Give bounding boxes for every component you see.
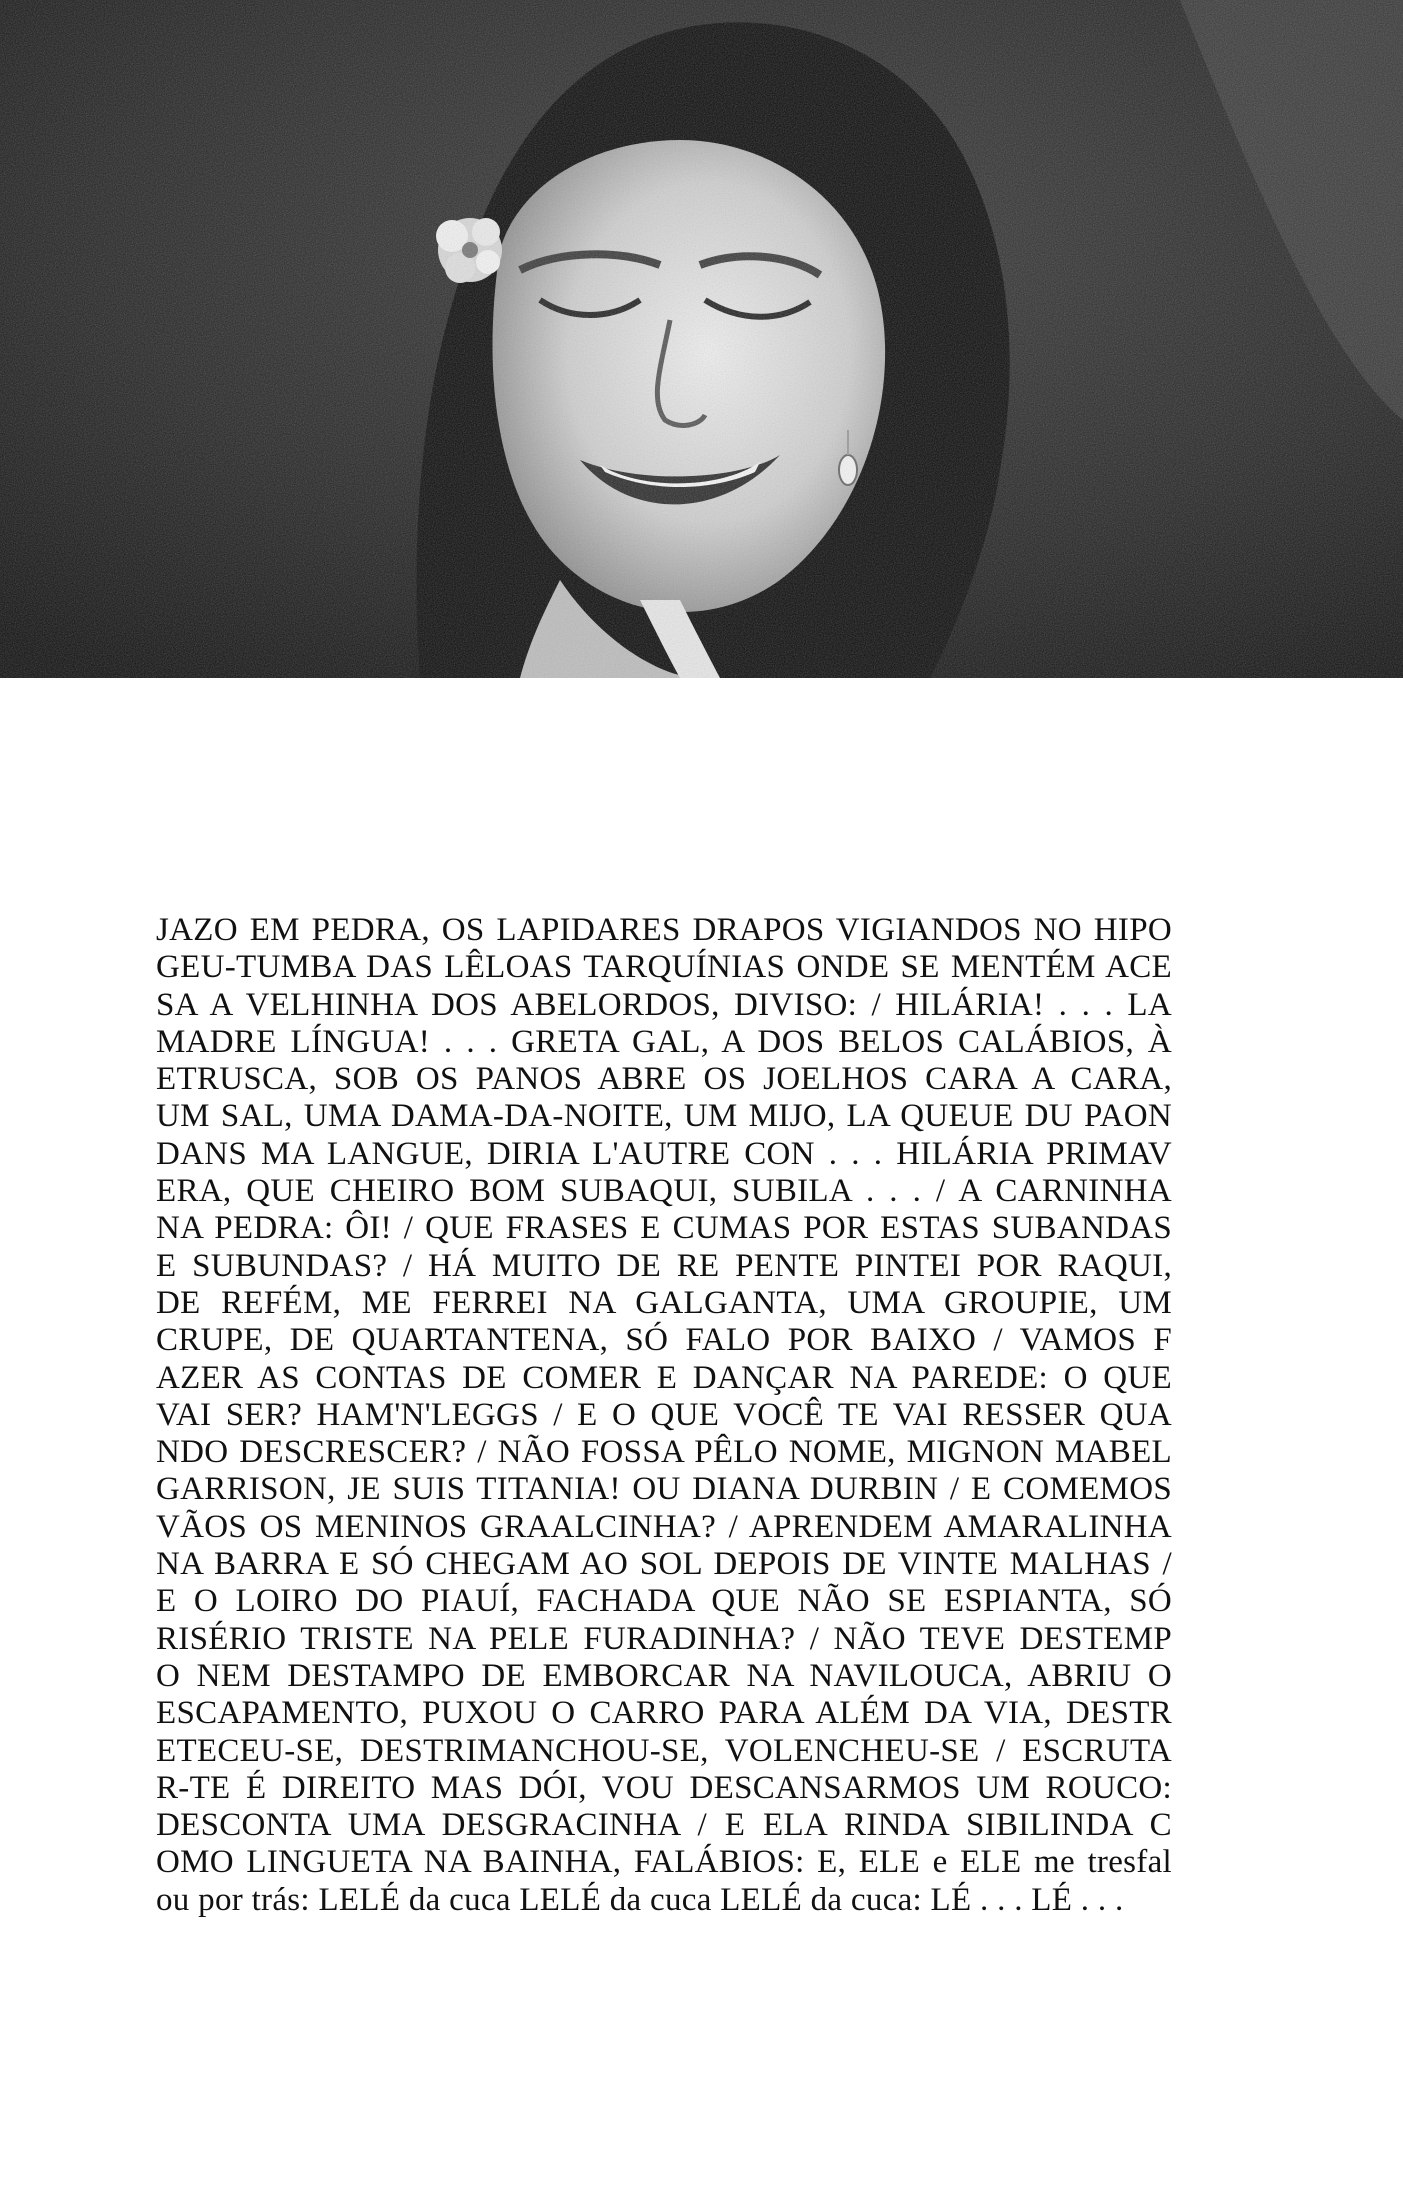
poem-line: RISÉRIO TRISTE NA PELE FURADINHA? / NÃO TEVE DESTEMP: [156, 1620, 1172, 1657]
poem-line: GEU-TUMBA DAS LÊLOAS TARQUÍNIAS ONDE SE MENTÉM ACE: [156, 949, 1172, 986]
poem-line: MADRE LÍNGUA! . . . GRETA GAL, A DOS BELOS CALÁBIOS, À: [156, 1023, 1172, 1060]
poem-line: CRUPE, DE QUARTANTENA, SÓ FALO POR BAIXO / VAMOS F: [156, 1322, 1172, 1359]
poem-line: E SUBUNDAS? / HÁ MUITO DE RE PENTE PINTEI POR RAQUI,: [156, 1247, 1172, 1284]
poem-line: VAI SER? HAM'N'LEGGS / E O QUE VOCÊ TE VAI RESSER QUA: [156, 1396, 1172, 1433]
poem-line: DANS MA LANGUE, DIRIA L'AUTRE CON . . . HILÁRIA PRIMAV: [156, 1135, 1172, 1172]
poem-line: ou por trás: LELÉ da cuca LELÉ da cuca LELÉ da cuca: LÉ . . . LÉ . . .: [156, 1881, 1124, 1918]
poem-text-block: [156, 912, 1172, 1919]
poem-line: ETRUSCA, SOB OS PANOS ABRE OS JOELHOS CARA A CARA,: [156, 1061, 1172, 1098]
poem-line: OMO LINGUETA NA BAINHA, FALÁBIOS: E, ELE e ELE me tresfal: [156, 1844, 1172, 1881]
poem-line: VÃOS OS MENINOS GRAALCINHA? / APRENDEM AMARALINHA: [156, 1508, 1172, 1545]
portrait-photo: [0, 0, 1403, 678]
portrait-photo-graphic: [0, 0, 1403, 678]
poem-line: R-TE É DIREITO MAS DÓI, VOU DESCANSARMOS UM ROUCO:: [156, 1769, 1172, 1806]
poem-line: DESCONTA UMA DESGRACINHA / E ELA RINDA SIBILINDA C: [156, 1807, 1172, 1844]
poem-line: AZER AS CONTAS DE COMER E DANÇAR NA PAREDE: O QUE: [156, 1359, 1172, 1396]
poem-line: SA A VELHINHA DOS ABELORDOS, DIVISO: / HILÁRIA! . . . LA: [156, 986, 1172, 1023]
poem-line: ERA, QUE CHEIRO BOM SUBAQUI, SUBILA . . . / A CARNINHA: [156, 1173, 1172, 1210]
poem-line: JAZO EM PEDRA, OS LAPIDARES DRAPOS VIGIANDOS NO HIPO: [156, 912, 1172, 948]
poem-line: NA BARRA E SÓ CHEGAM AO SOL DEPOIS DE VINTE MALHAS /: [156, 1546, 1172, 1583]
poem-line: UM SAL, UMA DAMA-DA-NOITE, UM MIJO, LA QUEUE DU PAON: [156, 1098, 1172, 1135]
poem-line: GARRISON, JE SUIS TITANIA! OU DIANA DURBIN / E COMEMOS: [156, 1471, 1172, 1508]
poem-line: O NEM DESTAMPO DE EMBORCAR NA NAVILOUCA, ABRIU O: [156, 1657, 1172, 1694]
poem-line: NDO DESCRESCER? / NÃO FOSSA PÊLO NOME, MIGNON MABEL: [156, 1434, 1172, 1471]
poem-line: ETECEU-SE, DESTRIMANCHOU-SE, VOLENCHEU-SE / ESCRUTA: [156, 1732, 1172, 1769]
poem-line: DE REFÉM, ME FERREI NA GALGANTA, UMA GROUPIE, UM: [156, 1284, 1172, 1321]
poem-line: NA PEDRA: ÔI! / QUE FRASES E CUMAS POR ESTAS SUBANDAS: [156, 1210, 1172, 1247]
poem-line: E O LOIRO DO PIAUÍ, FACHADA QUE NÃO SE ESPIANTA, SÓ: [156, 1583, 1172, 1620]
poem-line: ESCAPAMENTO, PUXOU O CARRO PARA ALÉM DA VIA, DESTR: [156, 1695, 1172, 1732]
